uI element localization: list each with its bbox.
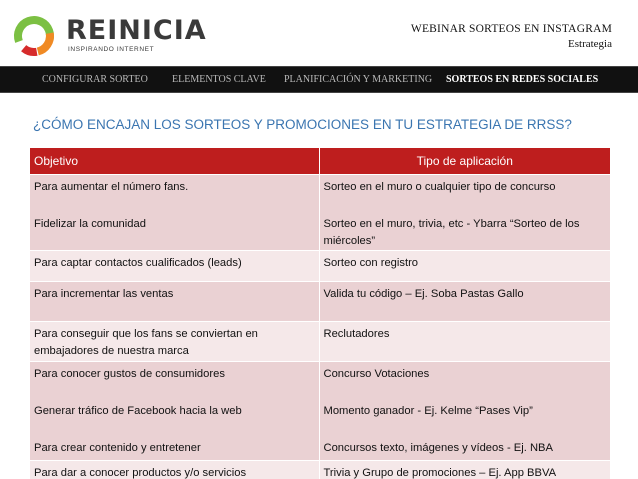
table-row (30, 281, 610, 321)
cell-objetivo (30, 174, 319, 250)
cell-text: Para aumentar el número fans. (34, 180, 189, 193)
cell-tipo (319, 361, 610, 460)
cell-tipo: Trivia y Grupo de promociones – Ej. App BBVA (319, 460, 610, 479)
nav-item-configurar-sorteo[interactable]: CONFIGURAR SORTEO (42, 74, 148, 85)
nav-item-planificacion-marketing[interactable]: PLANIFICACIÓN Y MARKETING (284, 74, 433, 85)
reinicia-logo (12, 14, 207, 58)
nav-item-sorteos-redes-sociales[interactable]: SORTEOS EN REDES SOCIALES (446, 74, 599, 85)
reinicia-logo-icon (12, 14, 56, 58)
cell-text: Concursos texto, imágenes y vídeos - Ej. NBA (323, 441, 553, 454)
cell-text: Sorteo en el muro, trivia, etc - Ybarra “Sorteo de los miércoles” (323, 217, 580, 247)
table-row (30, 361, 610, 460)
cell-objetivo: Para captar contactos cualificados (leads) (30, 250, 319, 281)
table-row (30, 250, 610, 281)
logo-wordmark: REINICIA (66, 15, 207, 46)
table-row (30, 460, 610, 479)
cell-text: Momento ganador - Ej. Kelme “Pases Vip” (323, 404, 533, 417)
cell-objetivo: Para conseguir que los fans se conviertan en embajadores de nuestra marca (30, 321, 319, 361)
table-row (30, 321, 610, 361)
cell-tipo (319, 174, 610, 250)
section-navbar (0, 66, 638, 93)
table-header-row (30, 148, 610, 174)
cell-text: Concurso Votaciones (323, 367, 430, 380)
cell-text: Generar tráfico de Facebook hacia la web (34, 404, 242, 417)
cell-objetivo (30, 361, 319, 460)
cell-text: Fidelizar la comunidad (34, 217, 146, 230)
column-header-tipo: Tipo de aplicación (319, 148, 610, 174)
cell-text: Sorteo en el muro o cualquier tipo de concurso (323, 180, 556, 193)
cell-tipo: Reclutadores (319, 321, 610, 361)
cell-tipo: Sorteo con registro (319, 250, 610, 281)
webinar-title: WEBINAR SORTEOS EN INSTAGRAM (410, 23, 612, 35)
cell-objetivo: Para dar a conocer productos y/o servicios (30, 460, 319, 479)
page-title: ¿CÓMO ENCAJAN LOS SORTEOS Y PROMOCIONES EN TU ESTRATEGIA DE RRSS? (33, 117, 572, 132)
objectives-table (30, 148, 610, 479)
logo-tagline: INSPIRANDO INTERNET (68, 46, 155, 53)
nav-item-elementos-clave[interactable]: ELEMENTOS CLAVE (172, 74, 266, 85)
header-titles (411, 22, 612, 52)
cell-objetivo: Para incrementar las ventas (30, 281, 319, 321)
webinar-subtitle: Estrategia (568, 38, 612, 50)
column-header-objetivo: Objetivo (30, 148, 319, 174)
slide-header (0, 0, 638, 66)
table-row (30, 174, 610, 250)
cell-text: Para crear contenido y entretener (34, 441, 201, 454)
cell-text: Para conocer gustos de consumidores (34, 367, 225, 380)
cell-tipo: Valida tu código – Ej. Soba Pastas Gallo (319, 281, 610, 321)
